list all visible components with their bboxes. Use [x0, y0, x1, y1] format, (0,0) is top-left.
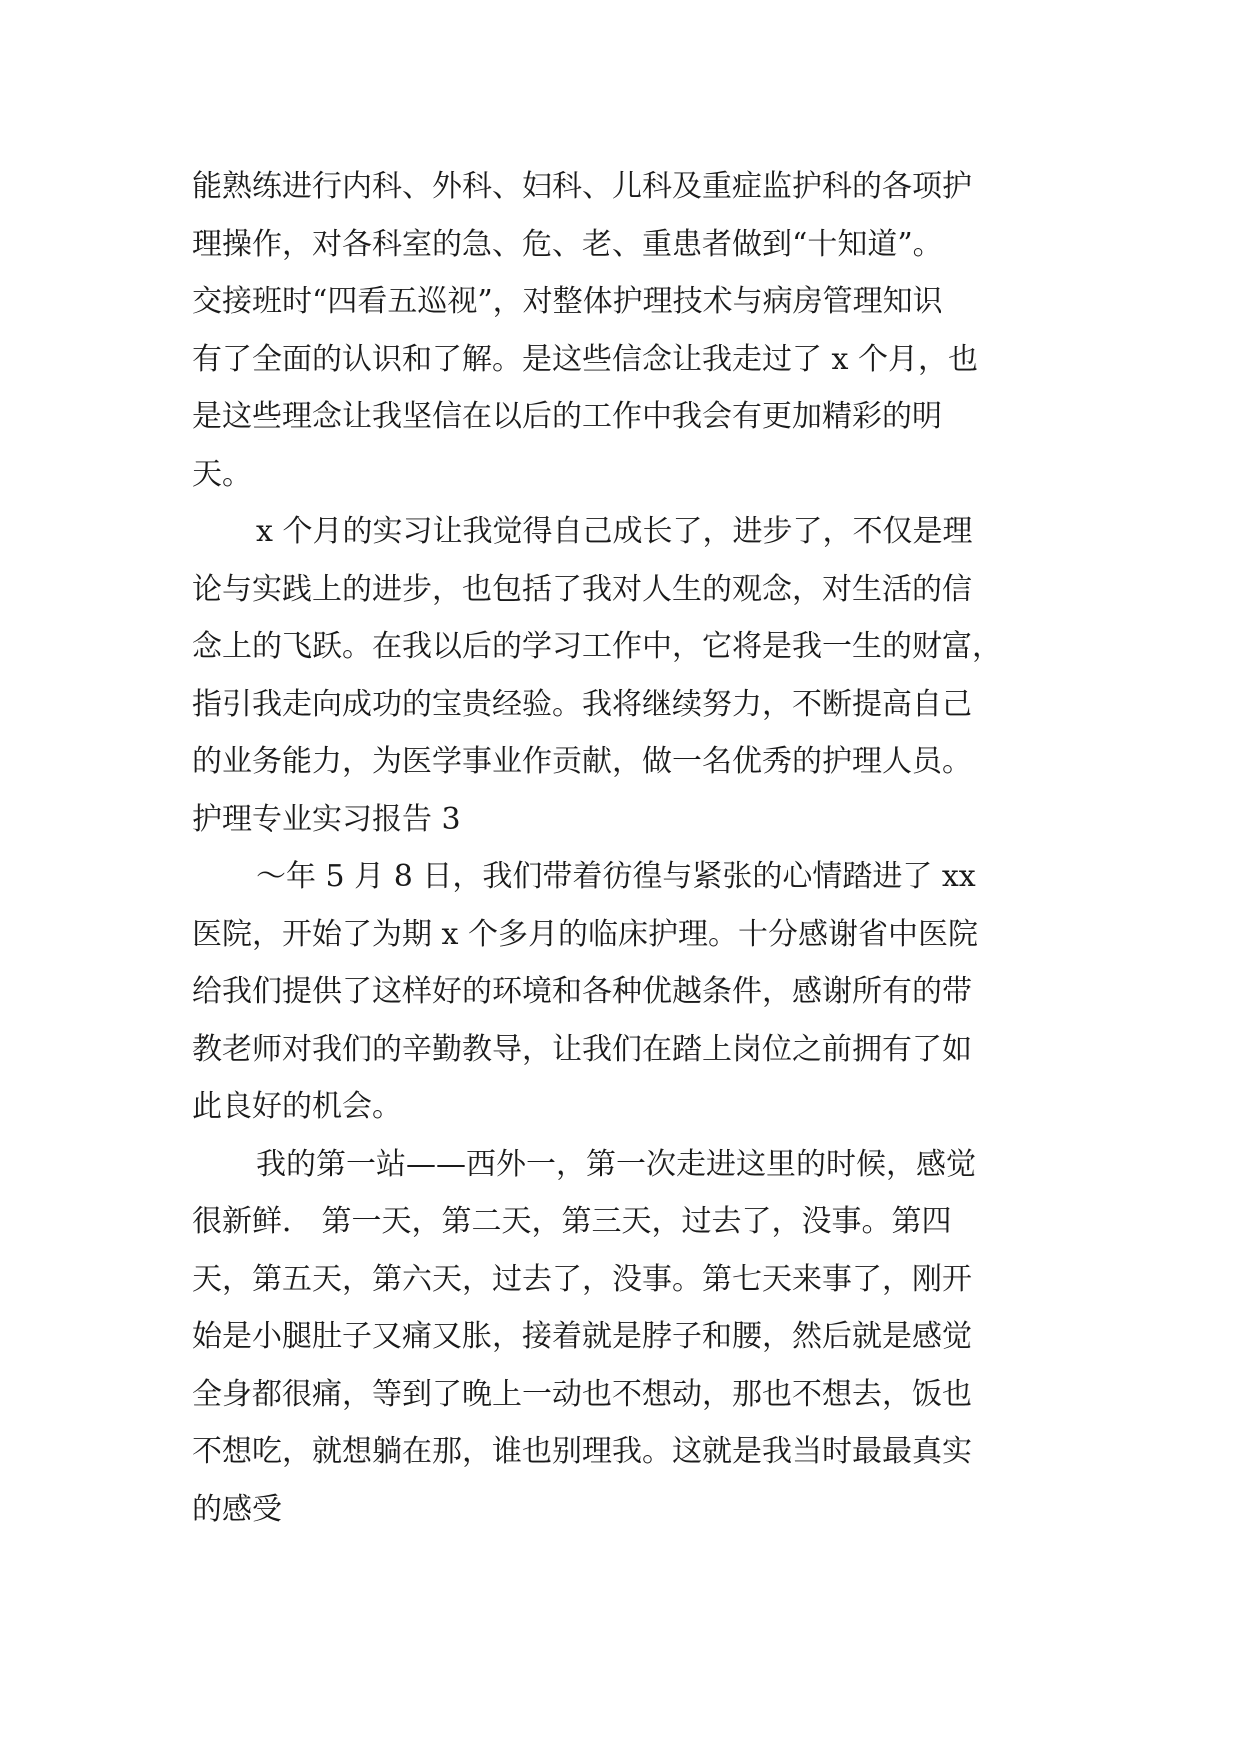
- text-line: 给我们提供了这样好的环境和各种优越条件，感谢所有的带: [192, 974, 972, 1009]
- document-body: [192, 158, 1052, 1538]
- text-line: 此良好的机会。: [192, 1089, 402, 1124]
- paragraph-first-line: 我的第一站——西外一，第一次走进这里的时候，感觉: [256, 1146, 976, 1182]
- text-line: 天。: [192, 456, 252, 492]
- text-line: 是这些理念让我坚信在以后的工作中我会有更加精彩的明: [192, 399, 942, 434]
- paragraph-first-line: ～年 5 月 8 日，我们带着彷徨与紧张的心情踏进了 xx: [256, 859, 976, 894]
- text-line: 全身都很痛，等到了晚上一动也不想动，那也不想去，饭也: [192, 1376, 972, 1412]
- text-line: 不想吃，就想躺在那，谁也别理我。这就是我当时最最真实: [192, 1434, 972, 1469]
- text-line: 的感受: [192, 1491, 282, 1527]
- text-line: 能熟练进行内科、外科、妇科、儿科及重症监护科的各项护: [192, 169, 972, 204]
- text-line: 念上的飞跃。在我以后的学习工作中，它将是我一生的财富，: [192, 629, 1002, 664]
- text-line: 理操作，对各科室的急、危、老、重患者做到“十知道”。: [192, 226, 943, 262]
- text-line: 有了全面的认识和了解。是这些信念让我走过了 x 个月，也: [192, 341, 978, 377]
- text-line: 指引我走向成功的宝贵经验。我将继续努力，不断提高自己: [192, 686, 972, 722]
- text-line: 的业务能力，为医学事业作贡献，做一名优秀的护理人员。: [192, 744, 972, 779]
- text-line: 交接班时“四看五巡视”，对整体护理技术与病房管理知识: [192, 284, 943, 319]
- text-line: 论与实践上的进步，也包括了我对人生的观念，对生活的信: [192, 571, 972, 607]
- text-line: 天，第五天，第六天，过去了，没事。第七天来事了，刚开: [192, 1261, 972, 1297]
- text-line: 始是小腿肚子又痛又胀，接着就是脖子和腰，然后就是感觉: [192, 1319, 972, 1354]
- paragraph-first-line: x 个月的实习让我觉得自己成长了，进步了，不仅是理: [256, 514, 973, 549]
- text-line: 教老师对我们的辛勤教导，让我们在踏上岗位之前拥有了如: [192, 1031, 972, 1067]
- section-heading: 护理专业实习报告 3: [192, 801, 461, 837]
- text-line: 医院，开始了为期 x 个多月的临床护理。十分感谢省中医院: [192, 916, 978, 952]
- text-line: 很新鲜． 第一天，第二天，第三天，过去了，没事。第四: [192, 1204, 952, 1239]
